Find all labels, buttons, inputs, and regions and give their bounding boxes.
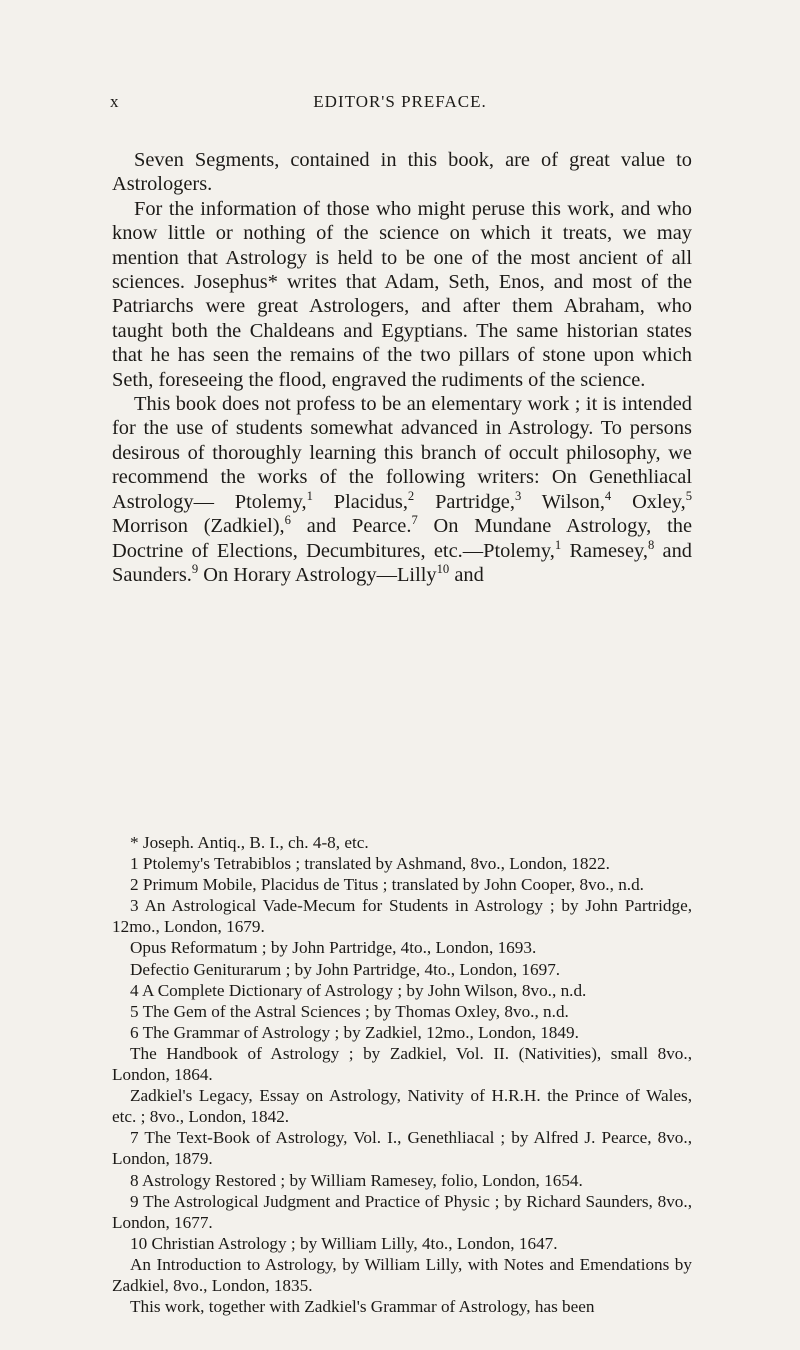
paragraph-3: This book does not profess to be an elementary work ; it is intended for the use of students somewhat advanced in Astrology. To persons desirous of thoroughly learning this branch of occult philosophy, we recommend the works of the following writers: On Genethliacal Astrology— Ptolemy,$^1$ Placidus,$^2$ Partridge,$^3$ Wilson,$^4$ Oxley,$^5$ Morrison (Zadkiel),$^6$ and Pearce.$^7$ On Mundane Astrology, the Doctrine of Elections, Decumbitures, etc.—Ptolemy,$^1$ Ramesey,$^8$ and Saunders.$^9$ On Horary Astrology—Lilly$^{10}$ and xyxy=(112,393,693,586)
footnote-ref-1b: 1 xyxy=(554,537,562,552)
footnote: * Joseph. Antiq., B. I., ch. 4-8, etc. xyxy=(130,833,369,852)
running-title: EDITOR'S PREFACE. xyxy=(313,92,487,111)
footnote-ref-7: 7 xyxy=(411,513,418,528)
footnote: 8 Astrology Restored ; by William Ramesey, folio, London, 1654. xyxy=(130,1170,583,1190)
footnote: This work, together with Zadkiel's Grammar of Astrology, has been xyxy=(130,1297,595,1317)
footnote-ref-2: 2 xyxy=(407,488,415,503)
footnote: An Introduction to Astrology, by William Lilly, with Notes and Emendations by Zadkiel, 8vo., London, 1835. xyxy=(112,1254,692,1295)
footnote: 4 A Complete Dictionary of Astrology ; by John Wilson, 8vo., n.d. xyxy=(130,980,587,1000)
footnote-ref-10: 10 xyxy=(436,562,450,577)
footnote: The Handbook of Astrology ; by Zadkiel, Vol. II. (Nativities), small 8vo., London, 1864. xyxy=(112,1043,692,1085)
footnote: 3 An Astrological Vade-Mecum for Students in Astrology ; by John Partridge, 12mo., London, 1679. xyxy=(112,896,692,937)
paragraph-2: For the information of those who might peruse this work, and who know little or nothing of the science on which it treats, we may mention that Astrology is held to be one of the most ancient of all sciences. Josephus* writes that Adam, Seth, Enos, and most of the Patriarchs were great Astrologers, and after them Abraham, who taught both the Chaldeans and Egyptians. The same historian states that he has seen the remains of the two pillars of stone upon which Seth, foreseeing the flood, engraved the rudiments of the science. xyxy=(112,197,692,391)
footnote: Zadkiel's Legacy, Essay on Astrology, Nativity of H.R.H. the Prince of Wales, etc. ; 8vo., London, 1842. xyxy=(112,1086,692,1127)
footnote-ref-9: 9 xyxy=(191,562,199,577)
footnote: 2 Primum Mobile, Placidus de Titus ; translated by John Cooper, 8vo., n.d. xyxy=(130,875,644,895)
footnote-ref-3: 3 xyxy=(514,488,522,503)
footnote: 6 The Grammar of Astrology ; by Zadkiel, 12mo., London, 1849. xyxy=(130,1022,579,1042)
footnote: 10 Christian Astrology ; by William Lilly, 4to., London, 1647. xyxy=(130,1233,558,1253)
footnote: Defectio Geniturarum ; by John Partridge, 4to., London, 1697. xyxy=(130,959,561,979)
footnote-ref-1: 1 xyxy=(306,488,313,503)
footnote: 5 The Gem of the Astral Sciences ; by Thomas Oxley, 8vo., n.d. xyxy=(130,1001,569,1021)
footnote-ref-6: 6 xyxy=(284,513,291,528)
footnote: 7 The Text-Book of Astrology, Vol. I., Genethliacal ; by Alfred J. Pearce, 8vo., London, 1879. xyxy=(112,1128,692,1169)
footnote: 1 Ptolemy's Tetrabiblos ; translated by Ashmand, 8vo., London, 1822. xyxy=(130,854,610,874)
page-number: x xyxy=(110,92,120,111)
running-head xyxy=(110,92,690,116)
footnotes xyxy=(112,832,692,1317)
footnote: Opus Reformatum ; by John Partridge, 4to., London, 1693. xyxy=(130,938,537,958)
footnote-ref-5: 5 xyxy=(685,488,693,503)
paragraph-1: Seven Segments, contained in this book, are of great value to Astrologers. xyxy=(112,149,692,196)
footnote-ref-4: 4 xyxy=(604,488,612,503)
body-text xyxy=(112,148,692,587)
footnote-ref-8: 8 xyxy=(647,537,655,552)
footnote: 9 The Astrological Judgment and Practice of Physic ; by Richard Saunders, 8vo., London, 1677. xyxy=(112,1191,692,1232)
